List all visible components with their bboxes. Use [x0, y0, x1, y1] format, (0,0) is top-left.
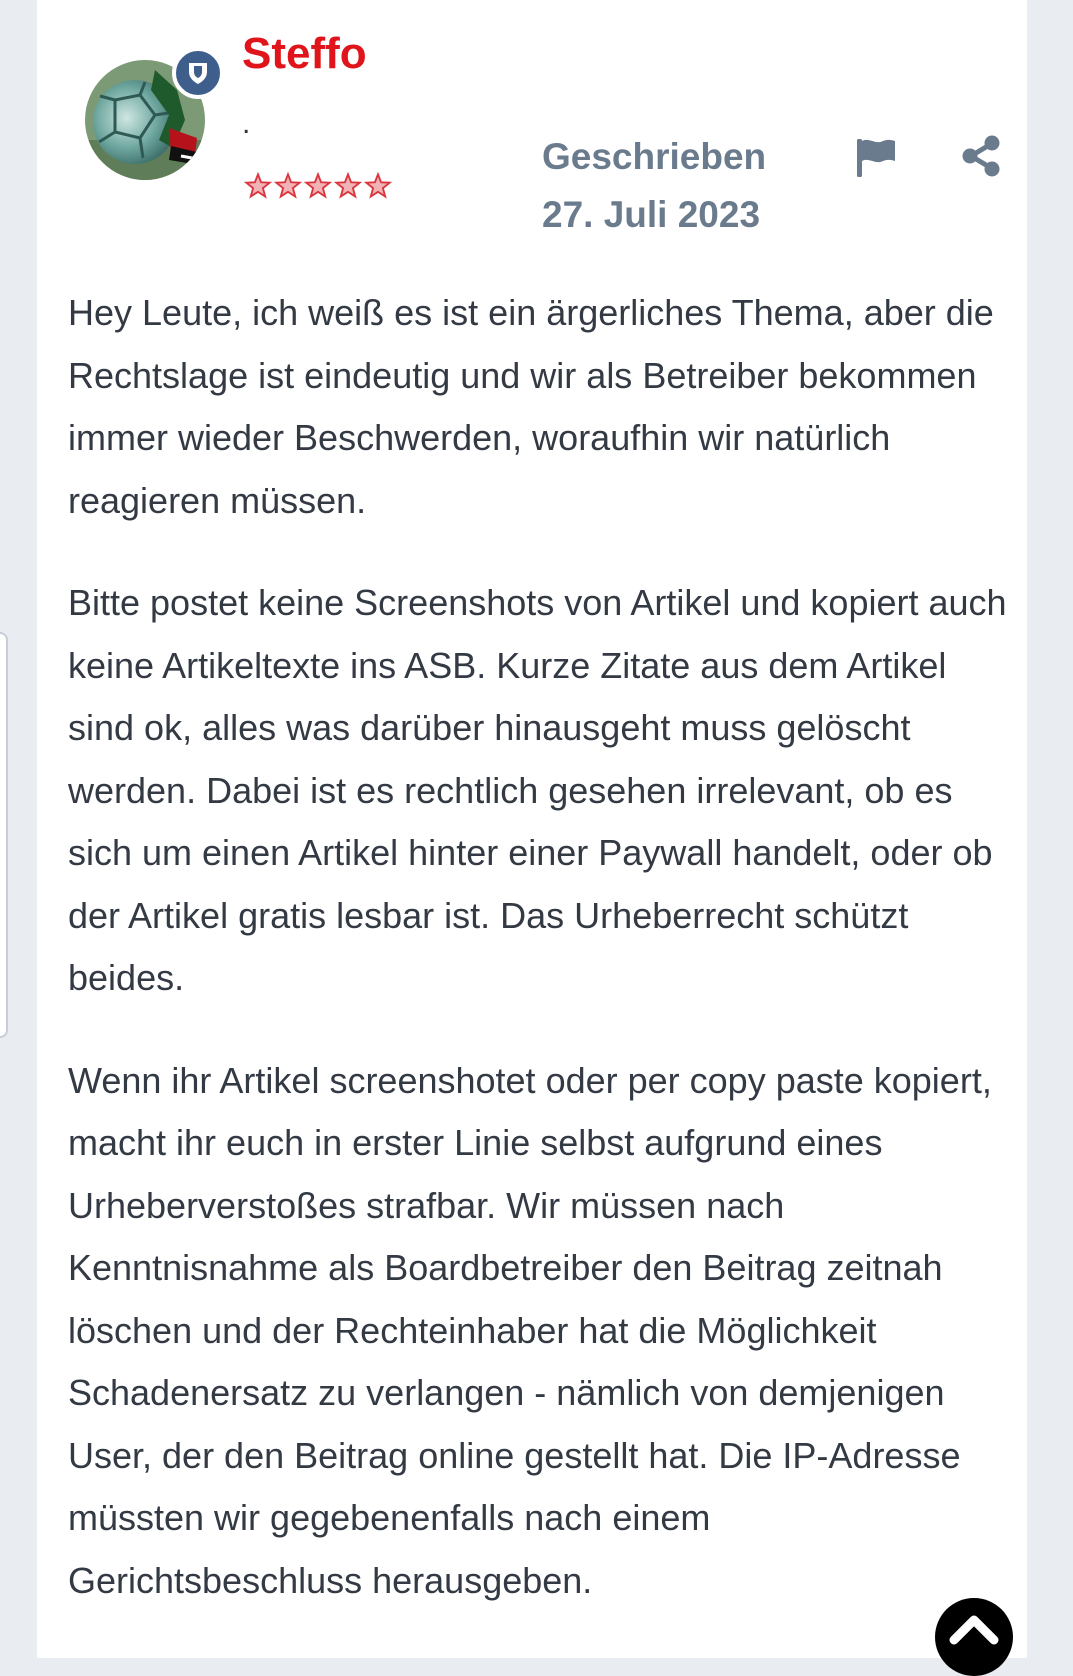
post-meta — [542, 128, 766, 244]
chevron-up-icon — [944, 1598, 1004, 1658]
flag-icon — [853, 136, 899, 180]
star-icon — [333, 172, 363, 200]
post-content — [68, 282, 1013, 1652]
side-drawer-handle[interactable] — [0, 632, 8, 1038]
star-icon — [303, 172, 333, 200]
post-paragraph: Hey Leute, ich weiß es ist ein ärgerliches Thema, aber die Rechtslage ist eindeutig und wir als Betreiber bekommen immer wieder Beschwerden, woraufhin wir natürlich reagieren müssen. — [68, 292, 994, 521]
author-title: . — [242, 107, 251, 140]
report-button[interactable] — [853, 136, 899, 180]
star-icon — [243, 172, 273, 200]
post-paragraph: Bitte postet keine Screenshots von Artikel und kopiert auch keine Artikeltexte ins ASB. Kurze Zitate aus dem Artikel sind ok, alles was darüber hinausgeht muss gelöscht werden. Dabei ist es rechtlich gesehen irrelevant, ob es sich um einen Artikel hinter einer Paywall handelt, oder ob der Artikel gratis lesbar ist. Das Urheberrecht schützt beides. — [68, 582, 1007, 998]
star-icon — [363, 172, 393, 200]
post-paragraph: Wenn ihr Artikel screenshotet oder per copy paste kopiert, macht ihr euch in erster Linie selbst aufgrund eines Urheberverstoßes strafbar. Wir müssen nach Kenntnisnahme als Boardbetreiber den Beitrag zeitnah löschen und der Rechteinhaber hat die Möglichkeit Schadenersatz zu verlangen - nämlich von demjenigen User, der den Beitrag online gestellt hat. Die IP-Adresse müssten wir gegebenenfalls nach einem Gerichtsbeschluss herausgeben. — [68, 1059, 992, 1601]
author-name-link[interactable]: Steffo — [242, 29, 367, 78]
scroll-to-top-button[interactable] — [935, 1598, 1013, 1676]
share-icon — [960, 134, 1002, 178]
post-date[interactable]: 27. Juli 2023 — [542, 194, 761, 235]
author-avatar-container[interactable] — [85, 60, 205, 180]
star-icon — [273, 172, 303, 200]
rank-stars — [243, 172, 393, 200]
written-label: Geschrieben — [542, 136, 767, 177]
share-button[interactable] — [960, 134, 1002, 178]
shield-icon — [172, 47, 224, 99]
